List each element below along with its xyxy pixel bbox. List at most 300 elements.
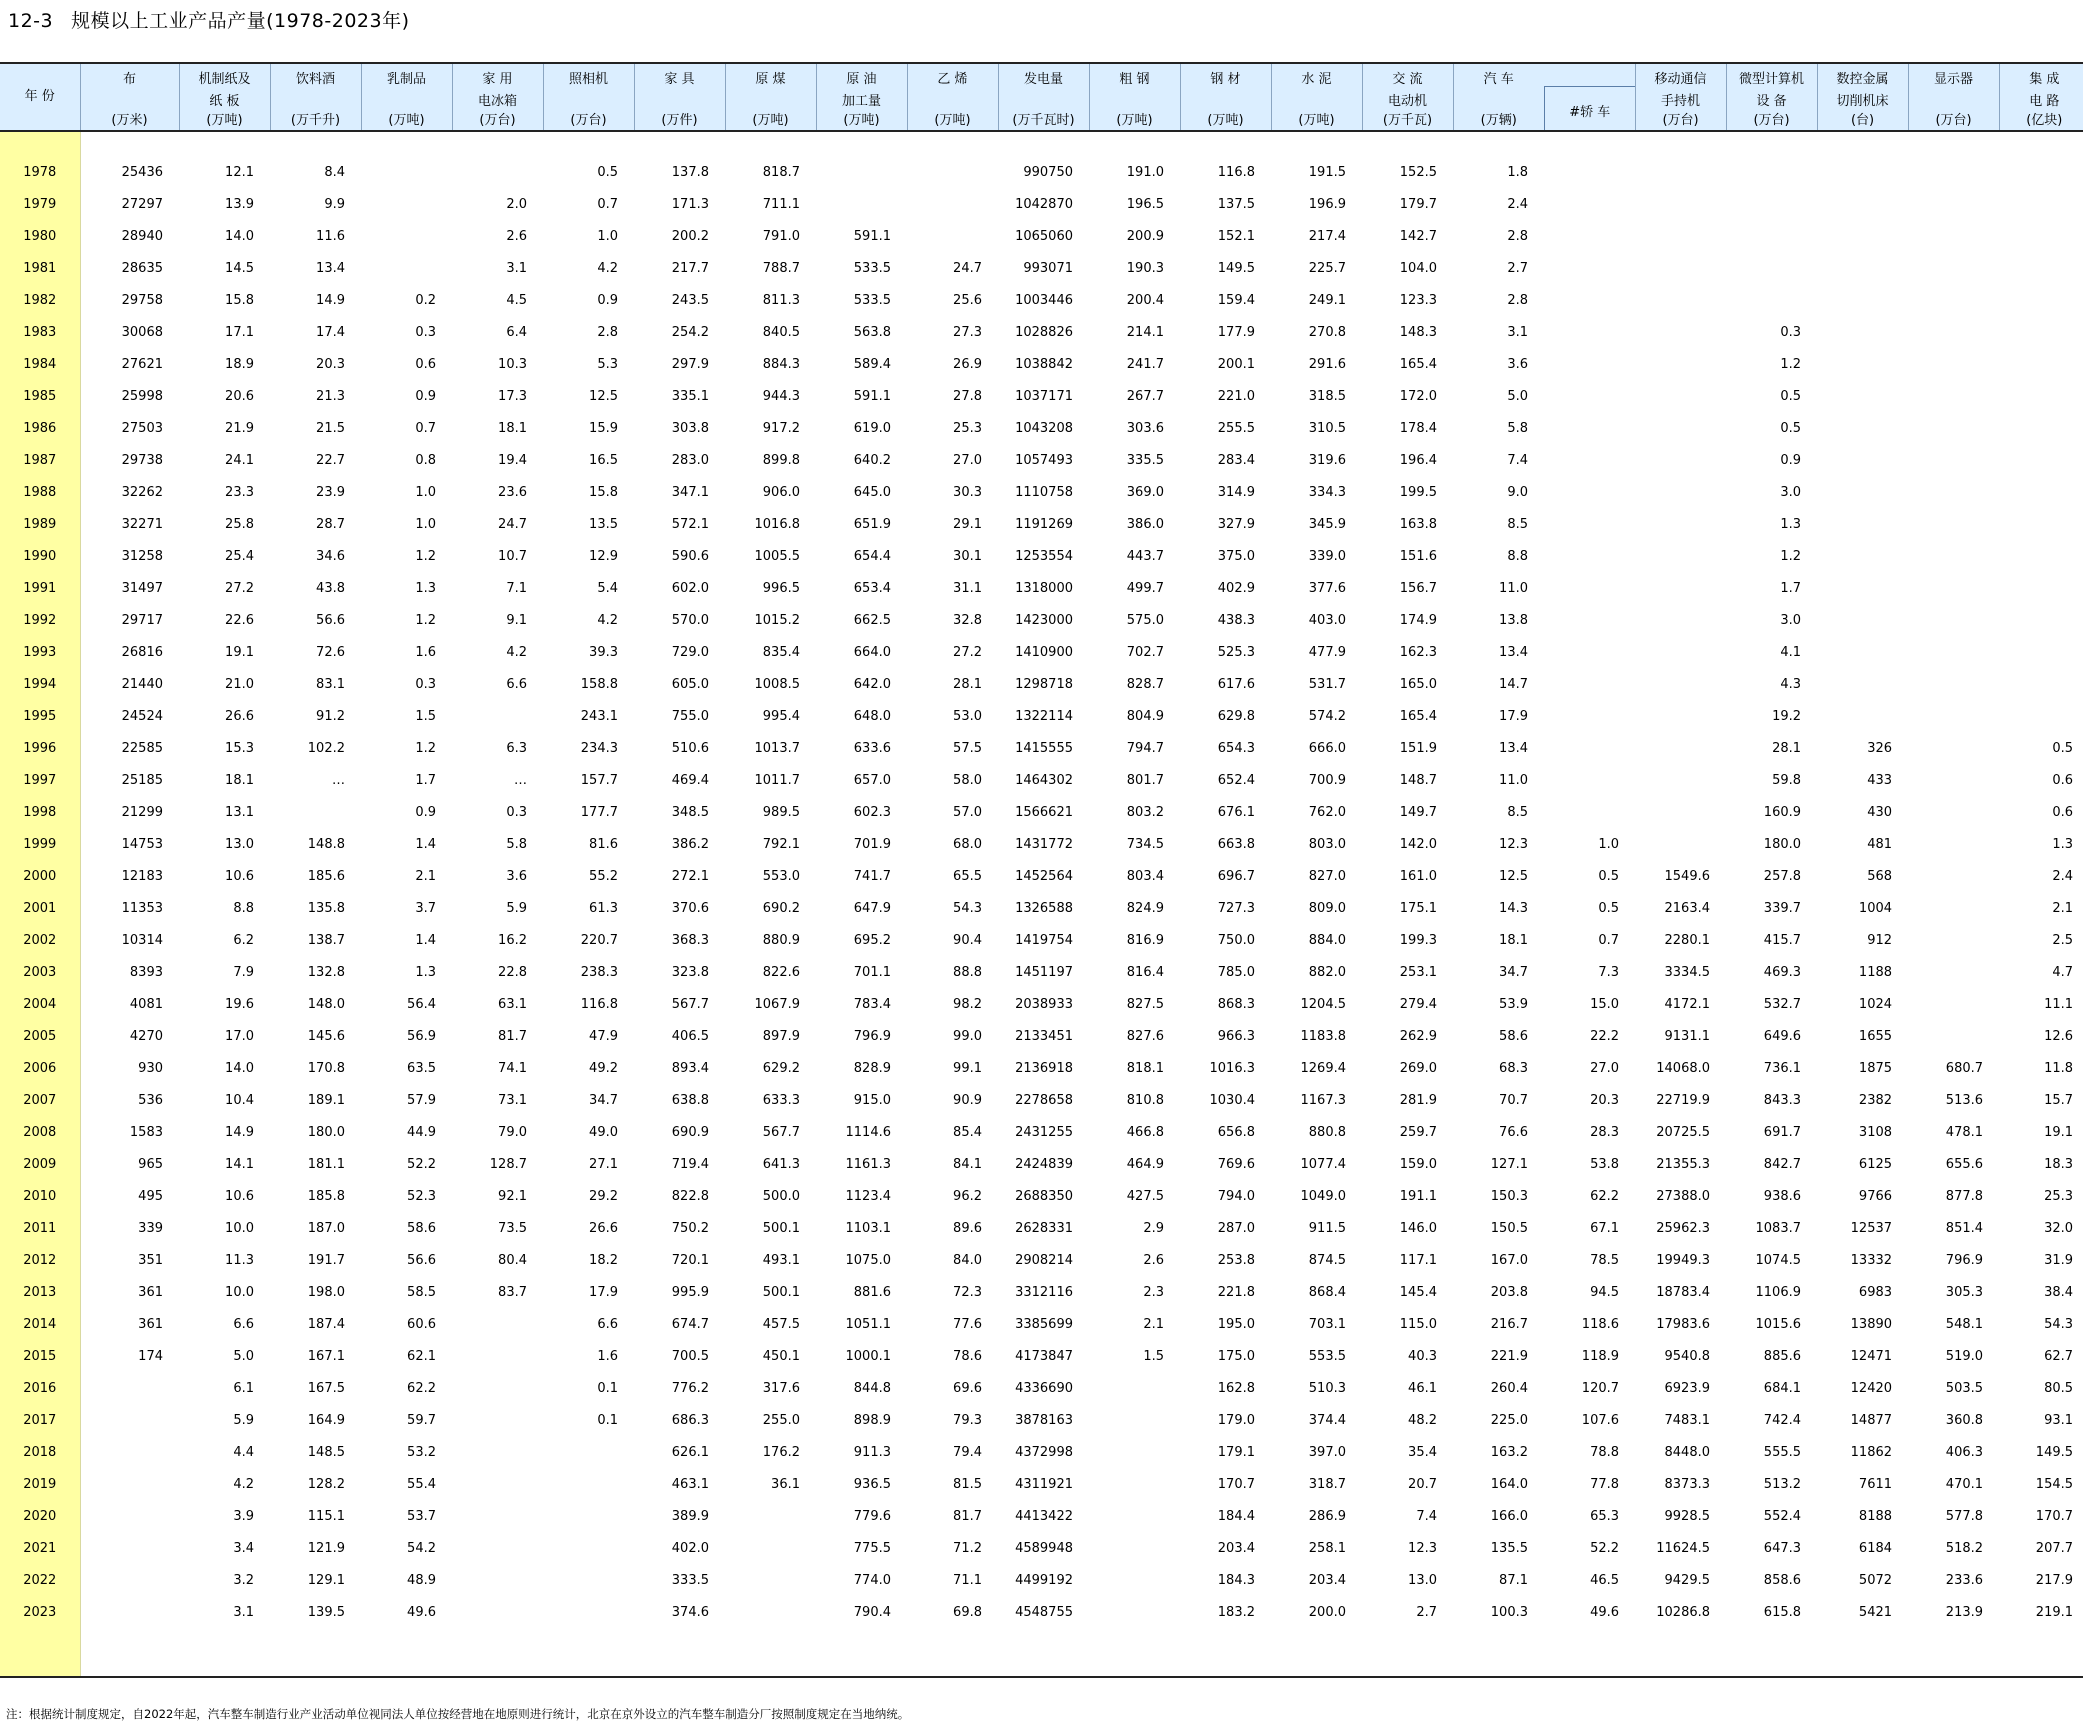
value-cell-auto: 415.7 xyxy=(1763,932,1802,948)
year-cell: 2021 xyxy=(0,1532,80,1564)
value-cell-auto: 518.2 xyxy=(1945,1540,1984,1556)
value-cell-ethylene: 54.3 xyxy=(953,900,982,916)
value-cell-auto: 11624.5 xyxy=(1656,1540,1711,1556)
value-cell-auto xyxy=(1908,284,1999,316)
header-unit: (万吨) xyxy=(1298,113,1335,128)
value-cell-auto: 0.5 xyxy=(2052,740,2074,756)
value-cell-auto: 9766 xyxy=(1858,1188,1893,1204)
value-cell-auto: 877.8 xyxy=(1945,1188,1984,1204)
value-cell-auto xyxy=(1999,380,2083,412)
value-cell-motor: 178.4 xyxy=(1399,420,1437,436)
value-cell-beverage: 20.3 xyxy=(316,356,345,372)
value-cell-auto: 1106.9 xyxy=(1755,1284,1802,1300)
header-beverage xyxy=(270,63,361,131)
value-cell-beverage: 21.3 xyxy=(316,388,345,404)
value-cell-coal: 493.1 xyxy=(762,1252,800,1268)
value-cell-crude: 657.0 xyxy=(853,772,891,788)
value-cell-cloth: 14753 xyxy=(121,836,163,852)
value-cell-auto: 53.8 xyxy=(1590,1156,1620,1172)
table-row xyxy=(0,796,2083,828)
value-cell-furniture: 893.4 xyxy=(671,1060,709,1076)
header-mobile xyxy=(1635,63,1726,131)
value-cell-motor: 148.3 xyxy=(1399,324,1437,340)
value-cell-cement: 374.4 xyxy=(1308,1412,1346,1428)
table-row xyxy=(0,1340,2083,1372)
value-cell-beverage: 191.7 xyxy=(307,1252,345,1268)
value-cell-camera: 4.2 xyxy=(597,260,618,276)
value-cell-auto: 260.4 xyxy=(1490,1380,1528,1396)
value-cell-power: 1038842 xyxy=(1015,356,1073,372)
value-cell-motor: 48.2 xyxy=(1408,1412,1437,1428)
header-crude xyxy=(816,63,907,131)
value-cell-crude: 779.6 xyxy=(853,1508,891,1524)
value-cell-auto: 7611 xyxy=(1858,1476,1893,1492)
value-cell-auto: 5072 xyxy=(1858,1572,1893,1588)
value-cell-coal: 792.1 xyxy=(762,836,800,852)
value-cell-motor: 175.1 xyxy=(1399,900,1437,916)
value-cell-crude: 774.0 xyxy=(853,1572,891,1588)
value-cell-auto: 120.7 xyxy=(1581,1380,1620,1396)
value-cell-auto: 478.1 xyxy=(1945,1124,1984,1140)
value-cell-auto: 28.3 xyxy=(1590,1124,1620,1140)
table-row xyxy=(0,220,2083,252)
value-cell-motor: 156.7 xyxy=(1399,580,1437,596)
value-cell-coal: 690.2 xyxy=(762,900,800,916)
value-cell-auto: 118.6 xyxy=(1581,1316,1620,1332)
header-unit: (万吨) xyxy=(206,113,243,128)
value-cell-power: 1028826 xyxy=(1015,324,1073,340)
value-cell-cloth: 25185 xyxy=(121,772,163,788)
value-cell-beverage: 14.9 xyxy=(316,292,345,308)
value-cell-auto: 2280.1 xyxy=(1664,932,1711,948)
value-cell-cloth: 11353 xyxy=(121,900,163,916)
value-cell-cloth xyxy=(80,1500,179,1532)
value-cell-auto xyxy=(1544,732,1635,764)
header-label: 发电量 xyxy=(1023,72,1063,87)
header-ic xyxy=(1999,63,2083,131)
table-row xyxy=(0,924,2083,956)
value-cell-paper: 10.0 xyxy=(225,1284,254,1300)
value-cell-ethylene: 99.0 xyxy=(953,1028,982,1044)
value-cell-auto: 27.0 xyxy=(1590,1060,1620,1076)
table-row xyxy=(0,1180,2083,1212)
value-cell-cement: 319.6 xyxy=(1308,452,1346,468)
value-cell-paper: 21.9 xyxy=(225,420,254,436)
value-cell-auto: 649.6 xyxy=(1763,1028,1802,1044)
value-cell-ethylene: 84.0 xyxy=(953,1252,982,1268)
value-cell-auto: 19.2 xyxy=(1772,708,1802,724)
value-cell-auto xyxy=(1635,412,1726,444)
year-cell: 2018 xyxy=(0,1436,80,1468)
header-unit: (万千瓦时) xyxy=(1012,113,1075,128)
value-cell-auto: 18783.4 xyxy=(1656,1284,1711,1300)
year-cell: 1979 xyxy=(0,188,80,220)
value-cell-paper: 5.9 xyxy=(233,1412,254,1428)
value-cell-auto: 170.7 xyxy=(2035,1508,2074,1524)
value-cell-auto: 54.3 xyxy=(2044,1316,2074,1332)
value-cell-fridge: 17.3 xyxy=(498,388,527,404)
value-cell-paper: 18.1 xyxy=(225,772,254,788)
year-cell: 1985 xyxy=(0,380,80,412)
value-cell-coal xyxy=(725,1532,816,1564)
value-cell-furniture: 463.1 xyxy=(671,1476,709,1492)
value-cell-steel: 183.2 xyxy=(1217,1604,1255,1620)
value-cell-power: 2424839 xyxy=(1015,1156,1073,1172)
value-cell-cement: 270.8 xyxy=(1308,324,1346,340)
value-cell-auto: 207.7 xyxy=(2035,1540,2074,1556)
value-cell-camera: 158.8 xyxy=(580,676,618,692)
value-cell-cement: 286.9 xyxy=(1308,1508,1346,1524)
value-cell-power: 2908214 xyxy=(1015,1252,1073,1268)
header-unit: (万吨) xyxy=(388,113,425,128)
value-cell-cloth: 29717 xyxy=(121,612,163,628)
value-cell-auto xyxy=(1817,252,1908,284)
value-cell-crude: 533.5 xyxy=(853,292,891,308)
value-cell-furniture: 347.1 xyxy=(671,484,709,500)
value-cell-auto: 2.4 xyxy=(2052,868,2074,884)
value-cell-dairy: 1.0 xyxy=(415,484,436,500)
value-cell-auto: 13.8 xyxy=(1499,612,1528,628)
value-cell-auto xyxy=(1635,764,1726,796)
value-cell-cloth: 12183 xyxy=(121,868,163,884)
table-row xyxy=(0,1212,2083,1244)
value-cell-auto xyxy=(1635,828,1726,860)
value-cell-furniture: 348.5 xyxy=(671,804,709,820)
value-cell-auto: 19949.3 xyxy=(1656,1252,1711,1268)
value-cell-coal: 835.4 xyxy=(762,644,800,660)
value-cell-paper: 17.0 xyxy=(225,1028,254,1044)
value-cell-auto xyxy=(1544,604,1635,636)
value-cell-beverage: 167.1 xyxy=(307,1348,345,1364)
value-cell-auto: 3334.5 xyxy=(1664,964,1711,980)
value-cell-crude: 1123.4 xyxy=(845,1188,891,1204)
table-row xyxy=(0,1500,2083,1532)
value-cell-crude: 533.5 xyxy=(853,260,891,276)
value-cell-power: 1318000 xyxy=(1015,580,1073,596)
value-cell-auto xyxy=(1635,636,1726,668)
value-cell-crude_steel xyxy=(1089,1436,1180,1468)
value-cell-dairy: 0.9 xyxy=(415,388,436,404)
year-cell: 1993 xyxy=(0,636,80,668)
value-cell-camera: 1.6 xyxy=(597,1348,618,1364)
year-cell: 2003 xyxy=(0,956,80,988)
value-cell-ethylene: 27.2 xyxy=(953,644,982,660)
value-cell-auto: 513.6 xyxy=(1945,1092,1984,1108)
year-cell: 2000 xyxy=(0,860,80,892)
value-cell-steel: 676.1 xyxy=(1217,804,1255,820)
value-cell-cement: 510.3 xyxy=(1308,1380,1346,1396)
value-cell-crude: 1114.6 xyxy=(845,1124,891,1140)
value-cell-auto: 13.4 xyxy=(1499,740,1528,756)
value-cell-auto: 0.5 xyxy=(1598,868,1620,884)
year-cell: 1982 xyxy=(0,284,80,316)
value-cell-power: 1003446 xyxy=(1015,292,1073,308)
value-cell-beverage: 102.2 xyxy=(307,740,345,756)
value-cell-auto: 12537 xyxy=(1850,1220,1893,1236)
value-cell-coal: 1067.9 xyxy=(754,996,800,1012)
value-cell-auto: 430 xyxy=(1867,804,1893,820)
header-camera xyxy=(543,63,634,131)
value-cell-paper: 10.4 xyxy=(225,1092,254,1108)
value-cell-crude_steel xyxy=(1089,1564,1180,1596)
value-cell-cement: 345.9 xyxy=(1308,516,1346,532)
table-row xyxy=(0,828,2083,860)
value-cell-crude: 881.6 xyxy=(853,1284,891,1300)
table-number: 12-3 xyxy=(8,10,54,32)
value-cell-crude_steel: 335.5 xyxy=(1126,452,1164,468)
value-cell-furniture: 674.7 xyxy=(671,1316,709,1332)
value-cell-auto: 22.2 xyxy=(1590,1028,1620,1044)
value-cell-auto: 2.8 xyxy=(1507,292,1528,308)
value-cell-paper: 18.9 xyxy=(225,356,254,372)
value-cell-auto xyxy=(1999,508,2083,540)
value-cell-camera: 0.9 xyxy=(597,292,618,308)
value-cell-fridge: 2.0 xyxy=(506,196,527,212)
value-cell-auto: 8.5 xyxy=(1507,516,1528,532)
value-cell-ethylene: 32.8 xyxy=(953,612,982,628)
header-unit: (万吨) xyxy=(843,113,880,128)
value-cell-auto xyxy=(1817,444,1908,476)
value-cell-auto: 1.7 xyxy=(1780,580,1802,596)
value-cell-furniture: 700.5 xyxy=(671,1348,709,1364)
value-cell-beverage: 43.8 xyxy=(316,580,345,596)
header-unit: (万辆) xyxy=(1480,113,1517,128)
value-cell-paper: 14.0 xyxy=(225,1060,254,1076)
header-year xyxy=(0,63,80,131)
value-cell-auto: 519.0 xyxy=(1945,1348,1984,1364)
value-cell-auto: 100.3 xyxy=(1490,1604,1528,1620)
value-cell-auto xyxy=(1544,284,1635,316)
value-cell-ethylene xyxy=(907,156,998,188)
value-cell-camera: 15.9 xyxy=(589,420,618,436)
value-cell-auto: 149.5 xyxy=(2035,1444,2074,1460)
value-cell-beverage: 148.8 xyxy=(307,836,345,852)
value-cell-power: 1415555 xyxy=(1015,740,1073,756)
value-cell-auto: 17.9 xyxy=(1499,708,1528,724)
value-cell-camera: 0.7 xyxy=(597,196,618,212)
value-cell-beverage: 139.5 xyxy=(307,1604,345,1620)
value-cell-ethylene: 89.6 xyxy=(953,1220,982,1236)
header-label: 移动通信 xyxy=(1654,72,1707,87)
value-cell-steel: 656.8 xyxy=(1217,1124,1255,1140)
value-cell-motor: 40.3 xyxy=(1408,1348,1437,1364)
value-cell-paper: 4.4 xyxy=(233,1444,254,1460)
value-cell-ethylene: 77.6 xyxy=(953,1316,982,1332)
value-cell-auto: 1015.6 xyxy=(1755,1316,1802,1332)
value-cell-power: 3385699 xyxy=(1015,1316,1073,1332)
value-cell-auto: 858.6 xyxy=(1763,1572,1802,1588)
value-cell-power: 4413422 xyxy=(1015,1508,1073,1524)
value-cell-steel: 184.3 xyxy=(1217,1572,1255,1588)
header-power xyxy=(998,63,1089,131)
value-cell-auto: 552.4 xyxy=(1763,1508,1802,1524)
value-cell-ethylene: 88.8 xyxy=(953,964,982,980)
value-cell-camera: 6.6 xyxy=(597,1316,618,1332)
value-cell-ethylene: 26.9 xyxy=(953,356,982,372)
value-cell-auto xyxy=(1908,540,1999,572)
value-cell-coal: 880.9 xyxy=(762,932,800,948)
header-unit: (万台) xyxy=(1662,113,1699,128)
value-cell-steel: 283.4 xyxy=(1217,452,1255,468)
value-cell-auto: 647.3 xyxy=(1763,1540,1802,1556)
value-cell-auto xyxy=(1908,604,1999,636)
year-cell: 2023 xyxy=(0,1596,80,1628)
table-row xyxy=(0,1564,2083,1596)
value-cell-power: 2038933 xyxy=(1015,996,1073,1012)
year-cell: 1986 xyxy=(0,412,80,444)
value-cell-auto: 14068.0 xyxy=(1656,1060,1711,1076)
value-cell-crude_steel: 214.1 xyxy=(1126,324,1164,340)
header-unit: (万件) xyxy=(661,113,698,128)
value-cell-auto: 135.5 xyxy=(1490,1540,1528,1556)
value-cell-power: 1037171 xyxy=(1015,388,1073,404)
value-cell-power: 4336690 xyxy=(1015,1380,1073,1396)
header-dairy xyxy=(361,63,452,131)
value-cell-auto xyxy=(1817,700,1908,732)
value-cell-ethylene: 81.5 xyxy=(953,1476,982,1492)
value-cell-ethylene: 53.0 xyxy=(953,708,982,724)
value-cell-steel: 375.0 xyxy=(1217,548,1255,564)
value-cell-auto: 76.6 xyxy=(1499,1124,1528,1140)
value-cell-crude_steel: 1.5 xyxy=(1143,1348,1164,1364)
year-cell: 1978 xyxy=(0,156,80,188)
value-cell-cement: 880.8 xyxy=(1308,1124,1346,1140)
value-cell-auto: 5.8 xyxy=(1507,420,1528,436)
value-cell-cement: 553.5 xyxy=(1308,1348,1346,1364)
value-cell-beverage: 187.4 xyxy=(307,1316,345,1332)
value-cell-ethylene: 25.3 xyxy=(953,420,982,436)
value-cell-steel: 750.0 xyxy=(1217,932,1255,948)
value-cell-fridge: 92.1 xyxy=(498,1188,527,1204)
value-cell-auto xyxy=(1726,156,1817,188)
value-cell-auto: 0.3 xyxy=(1780,324,1802,340)
value-cell-power: 2688350 xyxy=(1015,1188,1073,1204)
value-cell-auto: 9928.5 xyxy=(1664,1508,1711,1524)
header-label: 数控金属 xyxy=(1836,72,1889,87)
year-cell: 2002 xyxy=(0,924,80,956)
value-cell-cloth: 22585 xyxy=(121,740,163,756)
value-cell-crude_steel: 466.8 xyxy=(1126,1124,1164,1140)
table-row xyxy=(0,1020,2083,1052)
value-cell-camera xyxy=(543,1532,634,1564)
value-cell-crude_steel: 803.2 xyxy=(1126,804,1164,820)
value-cell-beverage: 22.7 xyxy=(316,452,345,468)
value-cell-fridge xyxy=(452,1500,543,1532)
value-cell-auto xyxy=(1817,348,1908,380)
header-label: 钢 材 xyxy=(1210,72,1241,87)
value-cell-auto xyxy=(1635,220,1726,252)
value-cell-camera: 29.2 xyxy=(589,1188,618,1204)
value-cell-fridge xyxy=(452,156,543,188)
value-cell-cement: 884.0 xyxy=(1308,932,1346,948)
value-cell-dairy xyxy=(361,220,452,252)
value-cell-cement: 291.6 xyxy=(1308,356,1346,372)
value-cell-auto: 154.5 xyxy=(2035,1476,2074,1492)
value-cell-auto: 12.6 xyxy=(2044,1028,2074,1044)
value-cell-crude_steel: 824.9 xyxy=(1126,900,1164,916)
value-cell-auto xyxy=(1817,188,1908,220)
value-cell-auto: 14.7 xyxy=(1499,676,1528,692)
value-cell-motor: 46.1 xyxy=(1408,1380,1437,1396)
value-cell-beverage: 13.4 xyxy=(316,260,345,276)
value-cell-steel: 287.0 xyxy=(1217,1220,1255,1236)
value-cell-cloth: 495 xyxy=(138,1188,163,1204)
header-label: 年 份 xyxy=(24,89,55,104)
value-cell-camera: 17.9 xyxy=(589,1284,618,1300)
header-unit: (万台) xyxy=(479,113,516,128)
header-label: 照相机 xyxy=(568,72,608,87)
value-cell-camera: 2.8 xyxy=(597,324,618,340)
value-cell-coal: 500.1 xyxy=(762,1284,800,1300)
value-cell-beverage: 181.1 xyxy=(307,1156,345,1172)
value-cell-crude: 783.4 xyxy=(853,996,891,1012)
value-cell-steel: 221.8 xyxy=(1217,1284,1255,1300)
value-cell-fridge: 73.1 xyxy=(498,1092,527,1108)
value-cell-crude: 591.1 xyxy=(853,388,891,404)
value-cell-coal: 822.6 xyxy=(762,964,800,980)
value-cell-fridge: 81.7 xyxy=(498,1028,527,1044)
value-cell-fridge: 10.7 xyxy=(498,548,527,564)
value-cell-auto: 2.8 xyxy=(1507,228,1528,244)
value-cell-auto: 360.8 xyxy=(1945,1412,1984,1428)
value-cell-camera: 220.7 xyxy=(580,932,618,948)
value-cell-coal: 500.1 xyxy=(762,1220,800,1236)
value-cell-auto: 18.3 xyxy=(2044,1156,2074,1172)
value-cell-auto xyxy=(1635,508,1726,540)
year-cell: 1988 xyxy=(0,476,80,508)
value-cell-coal: 811.3 xyxy=(762,292,800,308)
value-cell-steel: 200.1 xyxy=(1217,356,1255,372)
value-cell-power: 4311921 xyxy=(1015,1476,1073,1492)
value-cell-auto: 219.1 xyxy=(2035,1604,2074,1620)
header-ethylene xyxy=(907,63,998,131)
value-cell-beverage: 28.7 xyxy=(316,516,345,532)
value-cell-fridge: 6.4 xyxy=(506,324,527,340)
value-cell-crude: 1051.1 xyxy=(845,1316,891,1332)
value-cell-camera: 49.0 xyxy=(589,1124,618,1140)
value-cell-cement: 203.4 xyxy=(1308,1572,1346,1588)
value-cell-camera: 238.3 xyxy=(580,964,618,980)
value-cell-furniture: 638.8 xyxy=(671,1092,709,1108)
value-cell-paper: 10.6 xyxy=(225,1188,254,1204)
value-cell-auto: 9429.5 xyxy=(1664,1572,1711,1588)
value-cell-furniture: 469.4 xyxy=(671,772,709,788)
value-cell-auto: 2.1 xyxy=(2052,900,2074,916)
value-cell-crude: 1075.0 xyxy=(845,1252,891,1268)
value-cell-furniture: 567.7 xyxy=(671,996,709,1012)
value-cell-cloth: 30068 xyxy=(121,324,163,340)
year-cell: 1983 xyxy=(0,316,80,348)
value-cell-dairy: 49.6 xyxy=(407,1604,436,1620)
value-cell-auto xyxy=(1908,892,1999,924)
value-cell-auto xyxy=(1544,444,1635,476)
value-cell-beverage: 148.5 xyxy=(307,1444,345,1460)
value-cell-ethylene xyxy=(907,220,998,252)
table-row xyxy=(0,732,2083,764)
value-cell-power: 2136918 xyxy=(1015,1060,1073,1076)
value-cell-auto: 555.5 xyxy=(1763,1444,1802,1460)
value-cell-camera: 234.3 xyxy=(580,740,618,756)
value-cell-crude_steel: 190.3 xyxy=(1126,260,1164,276)
value-cell-camera: 12.9 xyxy=(589,548,618,564)
value-cell-cement: 196.9 xyxy=(1308,196,1346,212)
year-cell: 1981 xyxy=(0,252,80,284)
header-label: 乙 烯 xyxy=(937,72,968,87)
value-cell-auto: 18.1 xyxy=(1499,932,1528,948)
value-cell-fridge: 79.0 xyxy=(498,1124,527,1140)
value-cell-auto xyxy=(1817,604,1908,636)
table-row xyxy=(0,476,2083,508)
